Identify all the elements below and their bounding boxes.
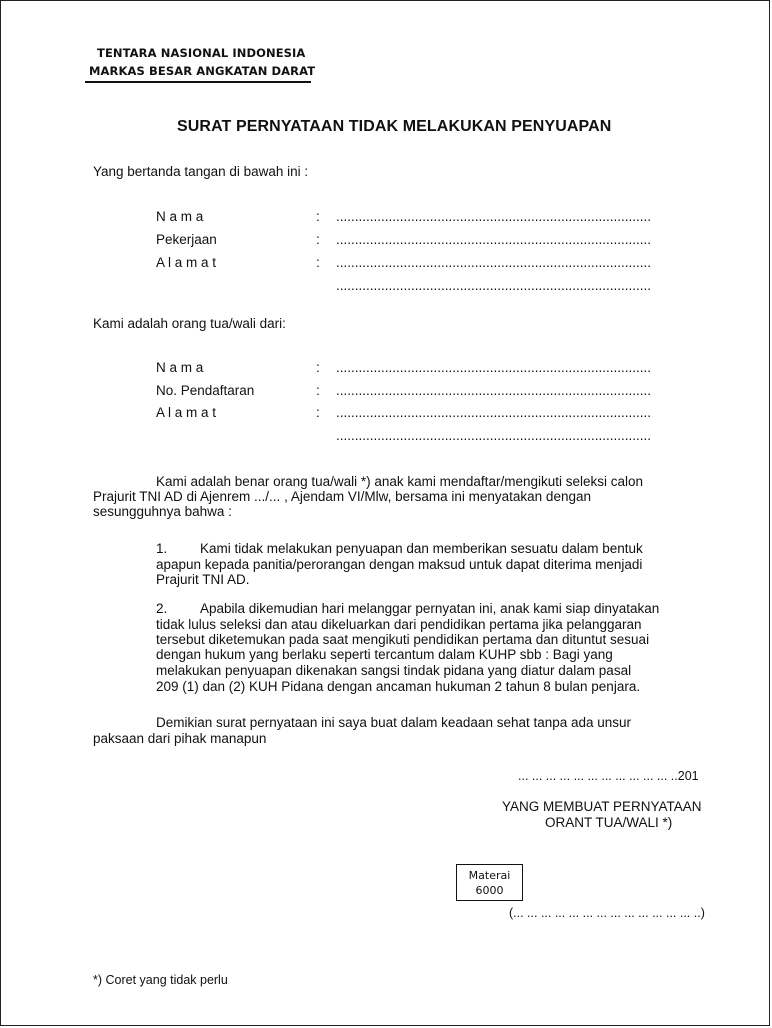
document-title: SURAT PERNYATAAN TIDAK MELAKUKAN PENYUAPAN xyxy=(177,118,612,135)
item-1-line-2: apapun kepada panitia/perorangan dengan maksud untuk dapat diterima menjadi xyxy=(156,557,643,572)
parent-address-colon: : xyxy=(316,255,320,270)
parent-name-label: N a m a xyxy=(156,209,204,224)
closing-line-2: paksaan dari pihak manapun xyxy=(93,731,267,746)
intro-text: Yang bertanda tangan di bawah ini : xyxy=(93,164,309,179)
child-address-colon: : xyxy=(316,405,320,420)
materai-stamp-box xyxy=(456,864,523,901)
child-registration-colon: : xyxy=(316,383,320,398)
footnote: *) Coret yang tidak perlu xyxy=(93,973,228,987)
item-2-line-5: melakukan penyuapan dikenakan sangsi tindak pidana yang diatur dalam pasal xyxy=(156,663,632,678)
statement-line-2: Prajurit TNI AD di Ajenrem .../... , Ajendam VI/Mlw, bersama ini menyatakan dengan xyxy=(93,489,591,504)
child-address-field[interactable]: .................................................................................... xyxy=(336,405,652,420)
parent-name-colon: : xyxy=(316,209,320,224)
materai-value: 6000 xyxy=(475,884,504,897)
parent-address-field-2[interactable]: .................................................................................... xyxy=(336,278,652,293)
child-registration-label: No. Pendaftaran xyxy=(156,383,255,398)
parent-job-field[interactable]: .................................................................................... xyxy=(336,232,652,247)
item-2-line-6: 209 (1) dan (2) KUH Pidana dengan ancaman hukuman 2 tahun 8 bulan penjara. xyxy=(156,679,641,694)
institution-name: TENTARA NASIONAL INDONESIA xyxy=(97,46,306,60)
item-1-number: 1. xyxy=(156,541,168,556)
signature-date-line[interactable]: ... ... ... ... ... ... ... ... ... ... ... ..201 xyxy=(518,769,699,783)
institution-unit: MARKAS BESAR ANGKATAN DARAT xyxy=(89,64,316,78)
child-registration-field[interactable]: .................................................................................... xyxy=(336,383,652,398)
item-2-line-2: tidak lulus seleksi dan atau dikeluarkan dari pendidikan pertama jika pelanggaran xyxy=(156,617,642,632)
child-name-field[interactable]: .................................................................................... xyxy=(336,360,652,375)
header-underline xyxy=(85,81,311,83)
closing-line-1: Demikian surat pernyataan ini saya buat dalam keadaan sehat tanpa ada unsur xyxy=(156,715,632,730)
item-1-line-1: Kami tidak melakukan penyuapan dan memberikan sesuatu dalam bentuk xyxy=(200,541,643,556)
item-2-line-4: dengan hukum yang berlaku seperti tercantum dalam KUHP sbb : Bagi yang xyxy=(156,647,613,662)
item-2-line-3: tersebut diketemukan pada saat mengikuti pendidikan pertama dan dituntut sesuai xyxy=(156,632,650,647)
statement-line-3: sesungguhnya bahwa : xyxy=(93,504,232,519)
signature-name-line[interactable]: (... ... ... ... ... ... ... ... ... ... ... ... ... ..) xyxy=(509,906,705,920)
parent-address-label: A l a m a t xyxy=(156,255,217,270)
item-1-line-3: Prajurit TNI AD. xyxy=(156,572,250,587)
parent-name-field[interactable]: .................................................................................... xyxy=(336,209,652,224)
child-address-field-2[interactable]: .................................................................................... xyxy=(336,428,652,443)
parent-address-field[interactable]: .................................................................................... xyxy=(336,255,652,270)
child-intro-text: Kami adalah orang tua/wali dari: xyxy=(93,316,286,331)
child-name-colon: : xyxy=(316,360,320,375)
signature-role-line-2: ORANT TUA/WALI *) xyxy=(545,815,673,830)
signature-role-line-1: YANG MEMBUAT PERNYATAAN xyxy=(502,799,702,814)
statement-line-1: Kami adalah benar orang tua/wali *) anak kami mendaftar/mengikuti seleksi calon xyxy=(156,474,644,489)
child-address-label: A l a m a t xyxy=(156,405,217,420)
child-name-label: N a m a xyxy=(156,360,204,375)
materai-label: Materai xyxy=(468,869,511,882)
item-2-number: 2. xyxy=(156,601,168,616)
item-2-line-1: Apabila dikemudian hari melanggar pernyatan ini, anak kami siap dinyatakan xyxy=(200,601,660,616)
parent-job-colon: : xyxy=(316,232,320,247)
parent-job-label: Pekerjaan xyxy=(156,232,217,247)
